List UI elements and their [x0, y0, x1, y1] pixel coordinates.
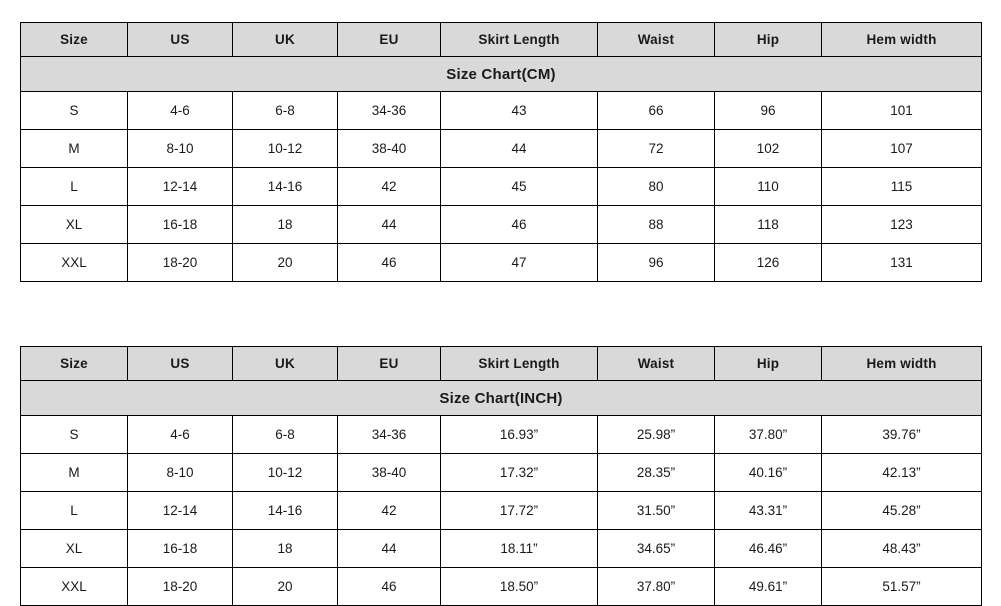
cell-eu: 44	[338, 206, 441, 244]
cell-size: S	[21, 92, 128, 130]
cell-hem-width: 123	[822, 206, 982, 244]
table-row	[21, 206, 982, 244]
cell-hip: 118	[715, 206, 822, 244]
cell-hip: 126	[715, 244, 822, 282]
size-chart-cm-title: Size Chart(CM)	[21, 57, 982, 92]
cell-us: 4-6	[128, 92, 233, 130]
table-title-row	[21, 57, 982, 92]
cell-hip: 46.46”	[715, 530, 822, 568]
cell-waist: 88	[598, 206, 715, 244]
table-header-row	[21, 347, 982, 381]
table-row	[21, 130, 982, 168]
cell-eu: 42	[338, 492, 441, 530]
column-header-us: US	[128, 347, 233, 381]
column-header-waist: Waist	[598, 347, 715, 381]
cell-eu: 38-40	[338, 454, 441, 492]
table-header-row	[21, 23, 982, 57]
cell-hip: 96	[715, 92, 822, 130]
cell-hem-width: 39.76”	[822, 416, 982, 454]
cell-size: XXL	[21, 568, 128, 606]
size-chart-inch-table	[20, 346, 982, 606]
cell-hem-width: 107	[822, 130, 982, 168]
cell-eu: 34-36	[338, 92, 441, 130]
cell-skirt-length: 18.50”	[441, 568, 598, 606]
cell-us: 4-6	[128, 416, 233, 454]
cell-size: L	[21, 168, 128, 206]
cell-eu: 34-36	[338, 416, 441, 454]
table-row	[21, 454, 982, 492]
column-header-uk: UK	[233, 347, 338, 381]
cell-waist: 25.98”	[598, 416, 715, 454]
cell-us: 8-10	[128, 130, 233, 168]
column-header-hip: Hip	[715, 347, 822, 381]
cell-uk: 18	[233, 206, 338, 244]
cell-skirt-length: 44	[441, 130, 598, 168]
cell-eu: 42	[338, 168, 441, 206]
table-row	[21, 244, 982, 282]
table-row	[21, 530, 982, 568]
cell-hem-width: 42.13”	[822, 454, 982, 492]
size-chart-inch-title: Size Chart(INCH)	[21, 381, 982, 416]
column-header-size: Size	[21, 347, 128, 381]
cell-hip: 110	[715, 168, 822, 206]
cell-hip: 102	[715, 130, 822, 168]
cell-waist: 66	[598, 92, 715, 130]
cell-eu: 46	[338, 568, 441, 606]
cell-hem-width: 131	[822, 244, 982, 282]
table-row	[21, 492, 982, 530]
column-header-size: Size	[21, 23, 128, 57]
cell-waist: 37.80”	[598, 568, 715, 606]
cell-us: 12-14	[128, 168, 233, 206]
cell-uk: 20	[233, 244, 338, 282]
cell-us: 18-20	[128, 568, 233, 606]
cell-us: 8-10	[128, 454, 233, 492]
cell-waist: 34.65”	[598, 530, 715, 568]
cell-uk: 14-16	[233, 168, 338, 206]
cell-skirt-length: 46	[441, 206, 598, 244]
cell-uk: 10-12	[233, 130, 338, 168]
cell-size: S	[21, 416, 128, 454]
cell-skirt-length: 16.93”	[441, 416, 598, 454]
cell-eu: 44	[338, 530, 441, 568]
cell-hip: 37.80”	[715, 416, 822, 454]
cell-hem-width: 51.57”	[822, 568, 982, 606]
cell-waist: 31.50”	[598, 492, 715, 530]
cell-size: M	[21, 454, 128, 492]
column-header-waist: Waist	[598, 23, 715, 57]
column-header-us: US	[128, 23, 233, 57]
table-row	[21, 568, 982, 606]
cell-size: XL	[21, 206, 128, 244]
cell-eu: 38-40	[338, 130, 441, 168]
cell-us: 16-18	[128, 206, 233, 244]
column-header-hip: Hip	[715, 23, 822, 57]
cell-hem-width: 48.43”	[822, 530, 982, 568]
table-row	[21, 416, 982, 454]
cell-uk: 6-8	[233, 416, 338, 454]
cell-hem-width: 101	[822, 92, 982, 130]
cell-hip: 49.61”	[715, 568, 822, 606]
cell-waist: 72	[598, 130, 715, 168]
cell-hip: 40.16”	[715, 454, 822, 492]
cell-us: 18-20	[128, 244, 233, 282]
cell-hip: 43.31”	[715, 492, 822, 530]
cell-uk: 18	[233, 530, 338, 568]
column-header-uk: UK	[233, 23, 338, 57]
cell-uk: 20	[233, 568, 338, 606]
cell-skirt-length: 43	[441, 92, 598, 130]
table-row	[21, 168, 982, 206]
column-header-hem-width: Hem width	[822, 23, 982, 57]
cell-uk: 10-12	[233, 454, 338, 492]
column-header-eu: EU	[338, 23, 441, 57]
table-row	[21, 92, 982, 130]
column-header-skirt-length: Skirt Length	[441, 347, 598, 381]
cell-waist: 28.35”	[598, 454, 715, 492]
cell-hem-width: 45.28”	[822, 492, 982, 530]
cell-size: XL	[21, 530, 128, 568]
cell-skirt-length: 18.11”	[441, 530, 598, 568]
cell-skirt-length: 17.72”	[441, 492, 598, 530]
cell-size: M	[21, 130, 128, 168]
cell-uk: 14-16	[233, 492, 338, 530]
cell-skirt-length: 45	[441, 168, 598, 206]
cell-uk: 6-8	[233, 92, 338, 130]
column-header-skirt-length: Skirt Length	[441, 23, 598, 57]
cell-skirt-length: 17.32”	[441, 454, 598, 492]
cell-waist: 96	[598, 244, 715, 282]
cell-size: L	[21, 492, 128, 530]
column-header-hem-width: Hem width	[822, 347, 982, 381]
cell-hem-width: 115	[822, 168, 982, 206]
cell-size: XXL	[21, 244, 128, 282]
size-chart-cm-table	[20, 22, 982, 282]
cell-us: 16-18	[128, 530, 233, 568]
column-header-eu: EU	[338, 347, 441, 381]
cell-eu: 46	[338, 244, 441, 282]
cell-us: 12-14	[128, 492, 233, 530]
cell-waist: 80	[598, 168, 715, 206]
table-title-row	[21, 381, 982, 416]
cell-skirt-length: 47	[441, 244, 598, 282]
